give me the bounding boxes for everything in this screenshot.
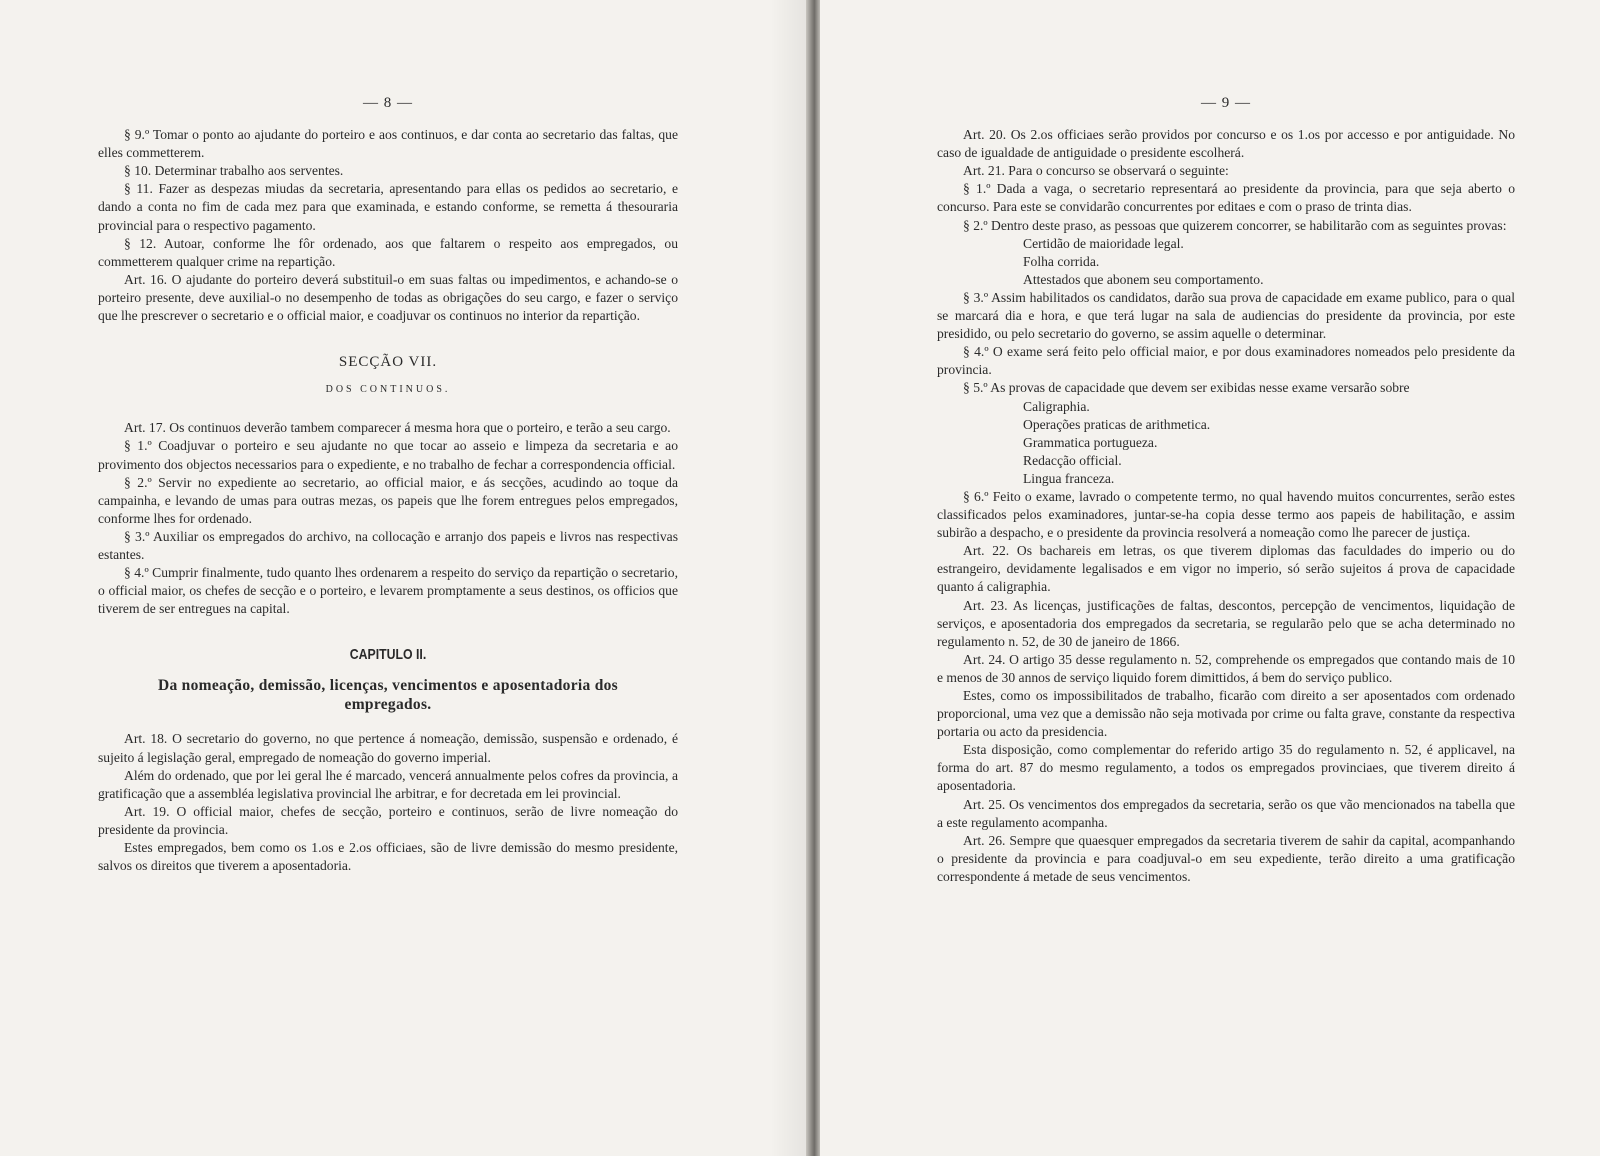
paragraph: § 3.º Assim habilitados os candidatos, darão sua prova de capacidade em exame publico, para o qual se marcará dia e hora, e que terá lugar na sala de audiencias do presidente da provincia, por este presidido, ou pelo secretario do governo, se assim aquelle o determinar.: [937, 289, 1515, 342]
paragraph: § 2.º Servir no expediente ao secretario, ao official maior, e ás secções, acudindo ao toque da campainha, e levando de umas para outras mezas, os papeis que lhe forem entregues pelos empregados, conforme lhes for ordenado.: [98, 474, 678, 526]
paragraph: § 1.º Coadjuvar o porteiro e seu ajudante no que tocar ao asseio e limpeza da secretaria e ao provimento dos objectos necessarios para o expediente, e no trabalho de fechar a correspondencia official.: [98, 438, 678, 472]
paragraph: Art. 22. Os bachareis em letras, os que tiverem diplomas das faculdades do imperio ou do estrangeiro, devidamente legalisados e em vigor no imperio, só serão sujeitos á prova de capacidade quanto á caligraphia.: [937, 543, 1515, 595]
chapter-title: CAPITULO II.: [349, 646, 427, 664]
paragraph-group: [937, 289, 1515, 398]
list-item: Certidão de maioridade legal.: [1023, 235, 1184, 251]
paragraph: § 10. Determinar trabalho aos serventes.: [124, 163, 344, 179]
paragraph: Estes empregados, bem como os 1.os e 2.os officiaes, são de livre demissão do mesmo presidente, salvos os direitos que tiverem a aposentadoria.: [98, 840, 678, 874]
paragraph: § 4.º Cumprir finalmente, tudo quanto lhes ordenarem a respeito do serviço da repartição o secretario, o official maior, os chefes de secção e o porteiro, e levarem promptamente a seus destinos, os officios que tiverem de ser entregues na capital.: [98, 565, 678, 617]
paragraph: Art. 23. As licenças, justificações de faltas, descontos, percepção de vencimentos, liquidação de serviços, e aposentadoria dos empregados da secretaria, se regularão pelo que se acha determinado no regulamento n. 52, de 30 de janeiro de 1866.: [937, 597, 1515, 649]
paragraph: § 4.º O exame será feito pelo official maior, e por dous examinadores nomeados pelo presidente da provincia.: [937, 344, 1515, 378]
list-item: Attestados que abonem seu comportamento.: [1023, 271, 1264, 287]
paragraph: § 11. Fazer as despezas miudas da secretaria, apresentando para ellas os pedidos ao secretario, e dando a conta no fim de cada mez para que examinada, e estando conforme, se remetta á thesouraria provincial para o respectivo pagamento.: [98, 181, 678, 233]
page-number: — 9 —: [1201, 95, 1251, 111]
paragraph-group: [98, 730, 678, 875]
paragraph: § 6.º Feito o exame, lavrado o competente termo, no qual havendo muitos concurrentes, serão estes classificados pelos examinadores, juntar-se-ha copia desse termo aos papeis de habilitação, e assim subirão a despacho, e o presidente da provincia resolverá a nomeação como lhe parecer de justiça.: [937, 488, 1515, 541]
section-subtitle: DOS CONTINUOS.: [325, 384, 451, 396]
exam-subjects-list: [937, 398, 1515, 488]
paragraph: Art. 17. Os continuos deverão tambem comparecer á mesma hora que o porteiro, e terão a seu cargo.: [124, 420, 671, 436]
paragraph: Art. 20. Os 2.os officiaes serão providos por concurso e os 1.os por accesso e por antiguidade. No caso de igualdade de antiguidade o presidente escolherá.: [937, 127, 1515, 161]
paragraph: Art. 18. O secretario do governo, no que pertence á nomeação, demissão, suspensão e ordenado, é sujeito á legislação geral, empregado de nomeação do governo imperial.: [98, 731, 678, 765]
paragraph-group: [937, 126, 1515, 235]
list-item: Grammatica portugueza.: [1023, 434, 1158, 450]
paragraph: § 2.º Dentro deste praso, as pessoas que quizerem concorrer, se habilitarão com as seguintes provas:: [963, 217, 1507, 233]
paragraph-group: [937, 488, 1515, 886]
list-item: Caligraphia.: [1023, 398, 1090, 414]
paragraph: Além do ordenado, que por lei geral lhe é marcado, vencerá annualmente pelos cofres da provincia, a gratificação que a assembléa legislativa provincial lhe arbitrar, e for decretada em lei provincial.: [98, 767, 678, 801]
left-page: [98, 94, 678, 875]
paragraph: Art. 19. O official maior, chefes de secção, porteiro e continuos, serão de livre nomeação do presidente da provincia.: [98, 803, 678, 837]
paragraph: § 3.º Auxiliar os empregados do archivo, na collocação e arranjo dos papeis e livros nas respectivas estantes.: [98, 528, 678, 562]
requirements-list: [937, 235, 1515, 289]
paragraph: Estes, como os impossibilitados de trabalho, ficarão com direito a ser aposentados com ordenado proporcional, uma vez que a demissão não seja motivada por crime ou falta grave, constante da respectiva portaria ou acto da presidencia.: [937, 688, 1515, 740]
list-item: Redacção official.: [1023, 452, 1122, 468]
list-item: Lingua franceza.: [1023, 470, 1115, 486]
list-item: Operações praticas de arithmetica.: [1023, 416, 1211, 432]
paragraph: Art. 16. O ajudante do porteiro deverá substituil-o em suas faltas ou impedimentos, e achando-se o porteiro presente, deve auxilial-o no desempenho de todas as obrigações do seu cargo, e fazer o serviço que lhe prescrever o secretario e o official maior, e coadjuvar os continuos no interior da repartição.: [98, 271, 678, 324]
paragraph-group: [98, 126, 678, 325]
chapter-subtitle: Da nomeação, demissão, licenças, vencimentos e aposentadoria dos empregados.: [157, 677, 619, 714]
paragraph: § 12. Autoar, conforme lhe fôr ordenado, aos que faltarem o respeito aos empregados, ou commetterem qualquer crime na repartição.: [98, 235, 678, 269]
gutter-shadow: [770, 0, 806, 1156]
paragraph: § 1.º Dada a vaga, o secretario representará ao presidente da provincia, para que seja aberto o concurso. Para este se convidarão concurrentes por editaes e com o praso de trinta dias.: [937, 181, 1515, 215]
page-number: — 8 —: [363, 95, 413, 111]
book-gutter: [806, 0, 820, 1156]
right-page: [937, 94, 1515, 886]
list-item: Folha corrida.: [1023, 253, 1100, 269]
paragraph-group: [98, 419, 678, 618]
paragraph: Art. 21. Para o concurso se observará o seguinte:: [963, 163, 1229, 179]
section-title: SECÇÃO VII.: [338, 354, 438, 371]
paragraph: Art. 26. Sempre que quaesquer empregados da secretaria tiverem de sahir da capital, acompanhando o presidente da provincia e para coadjuval-o em seu expediente, terão direito a uma gratificação correspondente á metade de seus vencimentos.: [937, 832, 1515, 884]
paragraph: Esta disposição, como complementar do referido artigo 35 do regulamento n. 52, é applicavel, na forma do art. 87 do mesmo regulamento, a todos os empregados provinciaes, que tiverem direito á aposentadoria.: [937, 742, 1515, 794]
paragraph: § 9.º Tomar o ponto ao ajudante do porteiro e aos continuos, e dar conta ao secretario das faltas, que elles commetterem.: [98, 127, 678, 161]
paragraph: Art. 25. Os vencimentos dos empregados da secretaria, serão os que vão mencionados na tabella que a este regulamento acompanha.: [937, 796, 1515, 830]
paragraph: § 5.º As provas de capacidade que devem ser exibidas nesse exame versarão sobre: [963, 380, 1410, 396]
paragraph: Art. 24. O artigo 35 desse regulamento n. 52, comprehende os empregados que contando mais de 10 e menos de 30 annos de serviço liquido forem dimittidos, á bem do serviço publico.: [937, 651, 1515, 685]
